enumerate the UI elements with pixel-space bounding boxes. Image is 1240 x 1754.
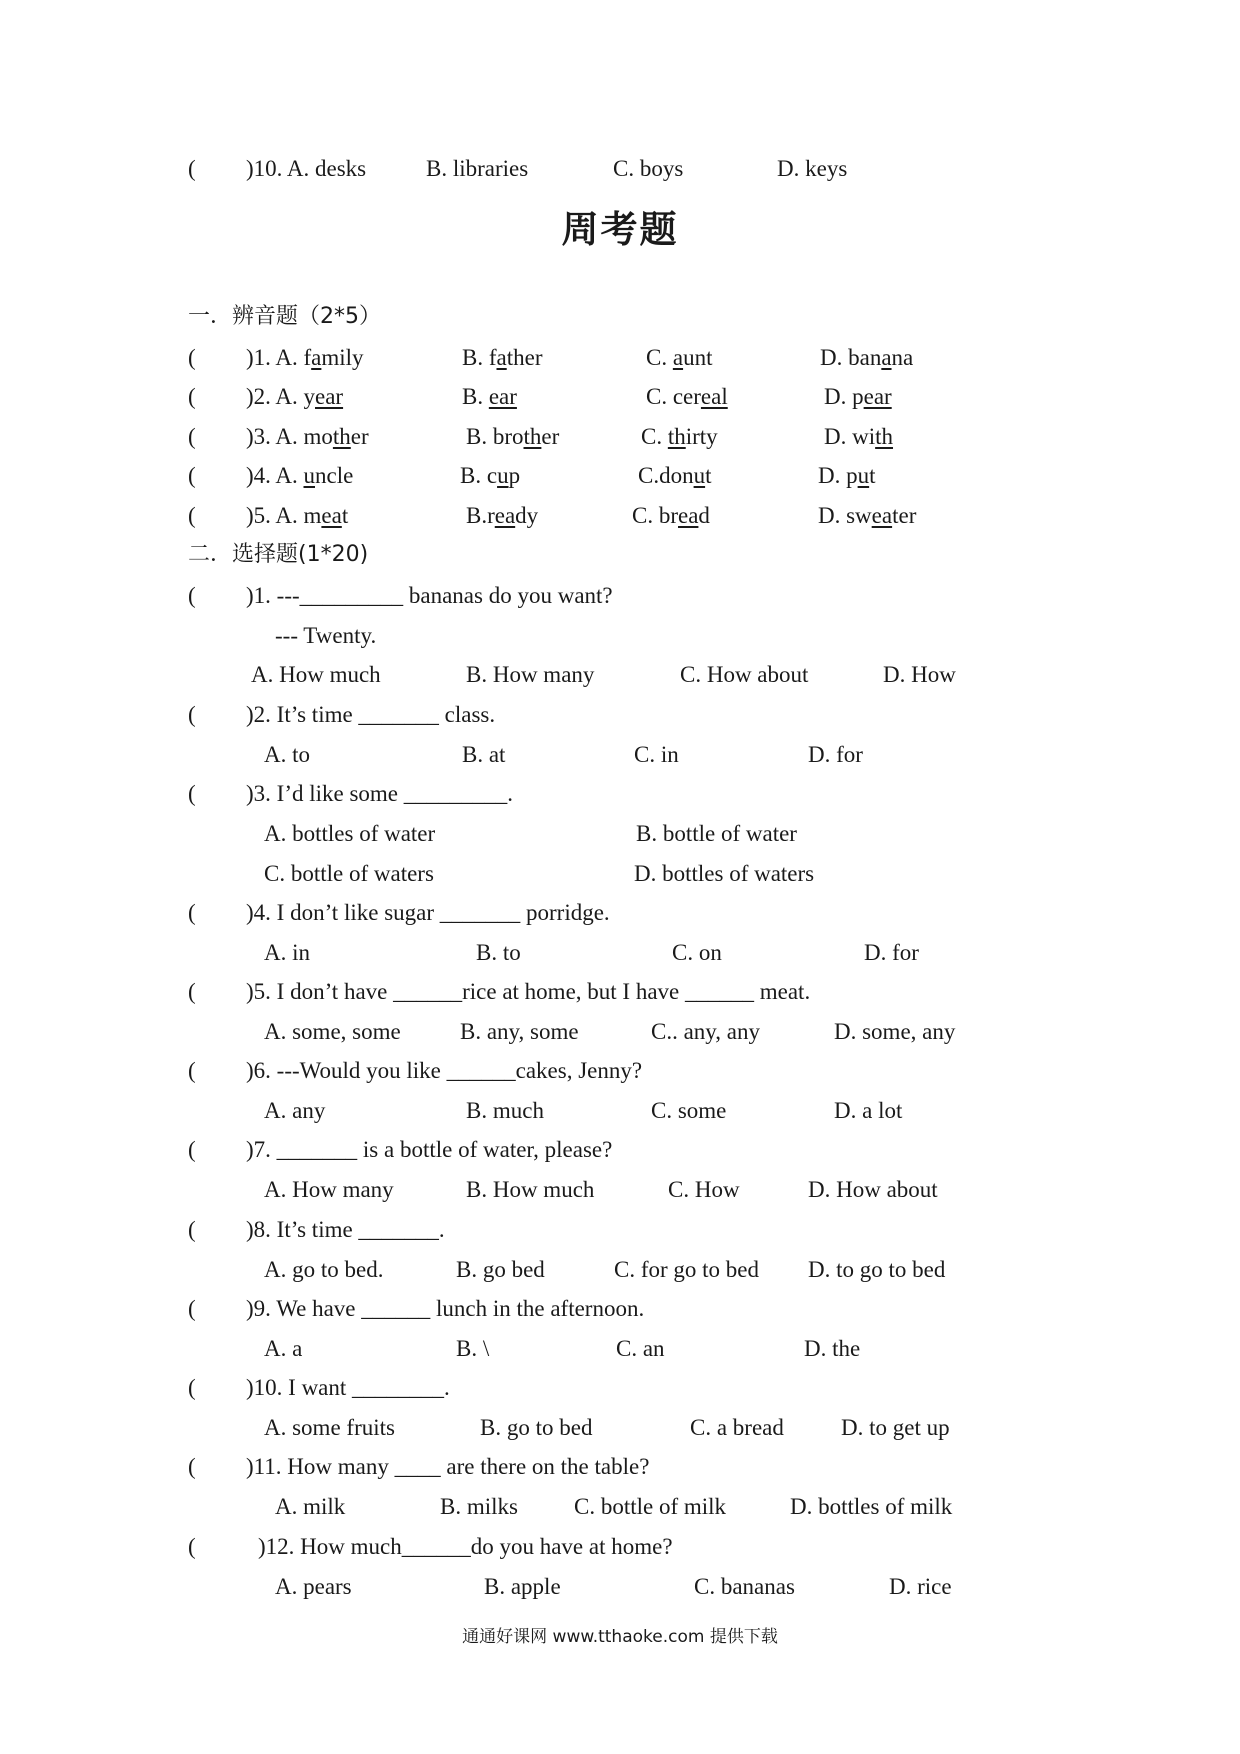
- option-b: B. \: [456, 1336, 490, 1361]
- option-c: C. on: [672, 940, 722, 965]
- option-text: )1. A. f: [246, 345, 312, 370]
- option-d: D. How: [883, 662, 956, 687]
- option-a: A. any: [264, 1098, 326, 1123]
- option-a: [246, 385, 343, 408]
- section-heading-phonetics: 一．辨音题（2*5）: [188, 304, 381, 329]
- option-c: C. boys: [613, 156, 684, 181]
- option-b: B. any, some: [460, 1019, 579, 1044]
- underlined-sound: ea: [494, 503, 516, 528]
- question-stem: )10. I want ________.: [246, 1375, 450, 1400]
- answer-paren: (: [188, 424, 196, 449]
- option-a: A. bottles of water: [264, 821, 436, 846]
- option-text: D. sw: [818, 503, 872, 528]
- underlined-sound: th: [523, 424, 542, 449]
- option-a: [246, 425, 369, 448]
- option-c: [646, 385, 728, 408]
- option-text: dy: [515, 503, 539, 528]
- question-stem: )2. It’s time _______ class.: [246, 702, 496, 727]
- question-stem: )4. I don’t like sugar _______ porridge.: [246, 900, 610, 925]
- underlined-sound: ear: [315, 384, 344, 409]
- option-text: )2. A. y: [246, 384, 315, 409]
- underlined-sound: ear: [488, 384, 517, 409]
- option-text: )5. A. m: [246, 503, 322, 528]
- option-text: C. cer: [646, 384, 701, 409]
- option-b: [462, 385, 517, 408]
- option-d: D. rice: [889, 1574, 952, 1599]
- answer-paren: (: [188, 1217, 196, 1242]
- option-text: C.: [641, 424, 668, 449]
- option-text: D. p: [824, 384, 864, 409]
- answer-paren: (: [188, 1534, 196, 1559]
- underlined-sound: ear: [863, 384, 892, 409]
- underlined-sound: th: [667, 424, 686, 449]
- answer-paren: (: [188, 979, 196, 1004]
- option-text: C.don: [638, 463, 694, 488]
- underlined-sound: th: [875, 424, 894, 449]
- question-stem: )6. ---Would you like ______cakes, Jenny?: [246, 1058, 643, 1083]
- option-c: C. bananas: [694, 1574, 795, 1599]
- question-stem: )5. I don’t have ______rice at home, but I have ______ meat.: [246, 979, 811, 1004]
- option-c: C. How about: [680, 662, 809, 687]
- answer-paren: (: [188, 1454, 196, 1479]
- option-d: D. for: [808, 742, 863, 767]
- option-c: C. How: [668, 1177, 740, 1202]
- question-stem: )10. A. desks: [246, 156, 367, 181]
- option-c: C. an: [616, 1336, 665, 1361]
- option-a: A. milk: [275, 1494, 346, 1519]
- option-c: [641, 425, 718, 448]
- option-b: [466, 504, 538, 527]
- option-b: B. libraries: [426, 156, 529, 181]
- option-a: [246, 464, 353, 487]
- answer-paren: (: [188, 702, 196, 727]
- option-b: B. go to bed: [480, 1415, 593, 1440]
- answer-paren: (: [188, 384, 196, 409]
- answer-paren: (: [188, 463, 196, 488]
- underlined-sound: a: [672, 345, 684, 370]
- option-text: er: [350, 424, 369, 449]
- option-b: [460, 464, 520, 487]
- option-c: C. a bread: [690, 1415, 784, 1440]
- option-text: d: [698, 503, 710, 528]
- option-c: [638, 464, 711, 487]
- option-b: B. How many: [466, 662, 595, 687]
- option-text: ther: [506, 345, 543, 370]
- option-d: [824, 425, 893, 448]
- option-c: [646, 346, 712, 369]
- underlined-sound: u: [857, 463, 870, 488]
- option-d: [818, 464, 876, 487]
- option-c: C. some: [651, 1098, 727, 1123]
- option-text: D. wi: [824, 424, 876, 449]
- option-text: p: [508, 463, 521, 488]
- option-text: na: [891, 345, 914, 370]
- option-c: [632, 504, 710, 527]
- option-text: unt: [683, 345, 713, 370]
- option-text: irty: [685, 424, 718, 449]
- option-text: D. p: [818, 463, 858, 488]
- option-d: D. keys: [777, 156, 848, 181]
- option-text: t: [705, 463, 712, 488]
- option-b: [462, 346, 542, 369]
- option-b: B. to: [476, 940, 521, 965]
- option-a: A. to: [264, 742, 310, 767]
- option-a: A. in: [264, 940, 310, 965]
- option-d: D. How about: [808, 1177, 938, 1202]
- option-d: D. for: [864, 940, 919, 965]
- option-a: A. How many: [264, 1177, 394, 1202]
- option-b: [466, 425, 559, 448]
- option-text: ter: [892, 503, 917, 528]
- underlined-sound: th: [332, 424, 351, 449]
- option-text: B. bro: [466, 424, 524, 449]
- question-stem: )11. How many ____ are there on the table?: [246, 1454, 650, 1479]
- section-heading-choice: 二．选择题(1*20): [188, 542, 369, 567]
- option-a: A. pears: [275, 1574, 352, 1599]
- answer-paren: (: [188, 156, 196, 181]
- option-text: B. f: [462, 345, 497, 370]
- option-b: B. apple: [484, 1574, 561, 1599]
- underlined-sound: a: [496, 345, 507, 370]
- option-text: B.r: [466, 503, 495, 528]
- option-d: D. bottles of milk: [790, 1494, 953, 1519]
- question-stem: )9. We have ______ lunch in the afternoon.: [246, 1296, 645, 1321]
- answer-paren: (: [188, 503, 196, 528]
- answer-paren: (: [188, 1375, 196, 1400]
- option-text: )4. A.: [246, 463, 304, 488]
- option-d: [824, 385, 892, 408]
- question-stem: )3. I’d like some _________.: [246, 781, 514, 806]
- question-stem: )8. It’s time _______.: [246, 1217, 445, 1242]
- answer-paren: (: [188, 1058, 196, 1083]
- option-text: t: [341, 503, 349, 528]
- underlined-sound: u: [693, 463, 706, 488]
- option-a: [246, 346, 364, 369]
- option-b: B. at: [462, 742, 506, 767]
- option-c: C. bottle of waters: [264, 861, 434, 886]
- option-c: C. bottle of milk: [574, 1494, 727, 1519]
- question-reply: --- Twenty.: [275, 623, 377, 648]
- option-text: er: [541, 424, 560, 449]
- option-c: C. for go to bed: [614, 1257, 760, 1282]
- option-b: B. go bed: [456, 1257, 545, 1282]
- option-d: D. bottles of waters: [634, 861, 815, 886]
- underlined-sound: ea: [321, 503, 342, 528]
- option-d: [818, 504, 916, 527]
- option-text: B.: [462, 384, 489, 409]
- question-stem: )7. _______ is a bottle of water, please?: [246, 1137, 613, 1162]
- option-text: mily: [321, 345, 364, 370]
- option-d: D. to go to bed: [808, 1257, 946, 1282]
- underlined-sound: u: [497, 463, 509, 488]
- option-a: A. How much: [251, 662, 381, 687]
- option-c: C. in: [634, 742, 679, 767]
- answer-paren: (: [188, 1296, 196, 1321]
- option-b: B. How much: [466, 1177, 595, 1202]
- option-text: C. br: [632, 503, 678, 528]
- question-stem: )12. How much______do you have at home?: [258, 1534, 673, 1559]
- option-text: C.: [646, 345, 673, 370]
- option-b: B. much: [466, 1098, 544, 1123]
- page-title: 周考题: [561, 208, 679, 251]
- underlined-sound: ea: [678, 503, 699, 528]
- option-text: )3. A. mo: [246, 424, 333, 449]
- option-a: A. go to bed.: [264, 1257, 384, 1282]
- option-d: D. some, any: [834, 1019, 956, 1044]
- underlined-sound: a: [311, 345, 322, 370]
- answer-paren: (: [188, 583, 196, 608]
- option-text: t: [869, 463, 876, 488]
- option-d: D. to get up: [841, 1415, 950, 1440]
- option-a: A. a: [264, 1336, 303, 1361]
- option-b: B. milks: [440, 1494, 518, 1519]
- option-text: B. c: [460, 463, 498, 488]
- underlined-sound: a: [881, 345, 892, 370]
- question-stem: )1. ---_________ bananas do you want?: [246, 583, 613, 608]
- option-text: ncle: [315, 463, 354, 488]
- page-footer: 通通好课网 www.tthaoke.com 提供下载: [462, 1627, 778, 1647]
- answer-paren: (: [188, 345, 196, 370]
- option-text: D. ban: [820, 345, 882, 370]
- answer-paren: (: [188, 900, 196, 925]
- option-c: C.. any, any: [651, 1019, 761, 1044]
- option-b: B. bottle of water: [636, 821, 797, 846]
- answer-paren: (: [188, 781, 196, 806]
- underlined-sound: eal: [700, 384, 728, 409]
- option-d: [820, 346, 913, 369]
- underlined-sound: ea: [871, 503, 893, 528]
- answer-paren: (: [188, 1137, 196, 1162]
- option-a: A. some fruits: [264, 1415, 395, 1440]
- option-d: D. a lot: [834, 1098, 903, 1123]
- option-d: D. the: [804, 1336, 861, 1361]
- option-a: A. some, some: [264, 1019, 401, 1044]
- option-a: [246, 504, 348, 527]
- underlined-sound: u: [303, 463, 315, 488]
